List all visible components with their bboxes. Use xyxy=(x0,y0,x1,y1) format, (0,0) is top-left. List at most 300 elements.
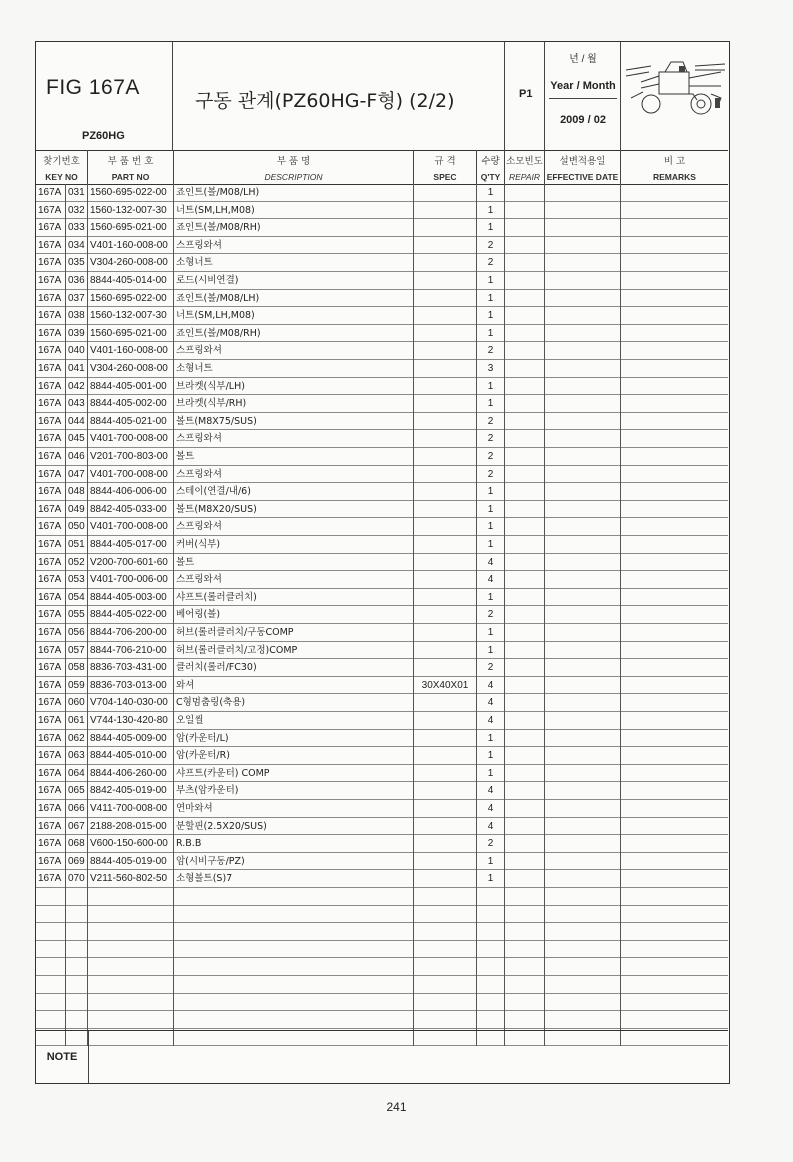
empty-table-row xyxy=(36,941,728,959)
cell-repair xyxy=(505,976,545,994)
cell-key-no: 066 xyxy=(66,800,88,818)
cell-key-no: 055 xyxy=(66,606,88,624)
cell-description: 스프링와셔 xyxy=(174,571,414,589)
cell-remarks xyxy=(621,958,728,976)
cell-repair xyxy=(505,747,545,765)
cell-repair xyxy=(505,958,545,976)
cell-qty xyxy=(477,888,505,906)
cell-qty: 1 xyxy=(477,272,505,290)
cell-spec xyxy=(414,554,477,572)
cell-repair xyxy=(505,483,545,501)
table-row xyxy=(36,765,728,783)
cell-part-no xyxy=(88,906,174,924)
cell-repair xyxy=(505,430,545,448)
table-row xyxy=(36,325,728,343)
table-row xyxy=(36,677,728,695)
table-row xyxy=(36,202,728,220)
cell-description: 스프링와셔 xyxy=(174,466,414,484)
cell-effective-date xyxy=(545,360,621,378)
col-qty: 수량 Q'TY xyxy=(477,150,505,184)
cell-repair xyxy=(505,694,545,712)
cell-remarks xyxy=(621,413,728,431)
sheet-header xyxy=(36,42,728,151)
page-code: P1 xyxy=(519,88,533,100)
cell-effective-date xyxy=(545,782,621,800)
cell-effective-date xyxy=(545,571,621,589)
table-row xyxy=(36,712,728,730)
table-row xyxy=(36,430,728,448)
col-remarks: 비 고 REMARKS xyxy=(653,156,696,182)
cell-fig-code: 167A xyxy=(36,254,66,272)
cell-fig-code xyxy=(36,906,66,924)
cell-description xyxy=(174,906,414,924)
cell-remarks xyxy=(621,342,728,360)
cell-key-no: 046 xyxy=(66,448,88,466)
cell-remarks xyxy=(621,800,728,818)
cell-description: 너트(SM,LH,M08) xyxy=(174,307,414,325)
cell-fig-code: 167A xyxy=(36,360,66,378)
cell-remarks xyxy=(621,694,728,712)
cell-qty: 2 xyxy=(477,254,505,272)
cell-fig-code: 167A xyxy=(36,554,66,572)
table-row xyxy=(36,659,728,677)
cell-effective-date xyxy=(545,430,621,448)
cell-effective-date xyxy=(545,730,621,748)
cell-spec xyxy=(414,378,477,396)
cell-spec xyxy=(414,730,477,748)
cell-repair xyxy=(505,518,545,536)
cell-key-no: 032 xyxy=(66,202,88,220)
cell-fig-code: 167A xyxy=(36,870,66,888)
cell-repair xyxy=(505,254,545,272)
cell-part-no: 1560-695-021-00 xyxy=(88,219,174,237)
cell-key-no: 062 xyxy=(66,730,88,748)
cell-spec xyxy=(414,448,477,466)
cell-qty: 1 xyxy=(477,483,505,501)
cell-part-no: 8844-706-210-00 xyxy=(88,642,174,660)
col-part-no: 부 품 번 호 PART NO xyxy=(88,150,174,184)
cell-part-no: V600-150-600-00 xyxy=(88,835,174,853)
cell-spec xyxy=(414,888,477,906)
empty-table-row xyxy=(36,923,728,941)
divider xyxy=(549,98,617,99)
cell-repair xyxy=(505,202,545,220)
cell-part-no: 8844-405-017-00 xyxy=(88,536,174,554)
table-row xyxy=(36,237,728,255)
cell-description: 오일씰 xyxy=(174,712,414,730)
cell-part-no: V200-700-601-60 xyxy=(88,554,174,572)
cell-key-no: 039 xyxy=(66,325,88,343)
cell-key-no: 061 xyxy=(66,712,88,730)
cell-fig-code: 167A xyxy=(36,202,66,220)
cell-key-no: 070 xyxy=(66,870,88,888)
cell-qty: 4 xyxy=(477,694,505,712)
cell-key-no: 036 xyxy=(66,272,88,290)
cell-spec xyxy=(414,906,477,924)
parts-sheet xyxy=(35,41,730,1084)
cell-remarks xyxy=(621,483,728,501)
cell-effective-date xyxy=(545,994,621,1012)
cell-description: R.B.B xyxy=(174,835,414,853)
cell-part-no: V401-700-006-00 xyxy=(88,571,174,589)
cell-effective-date xyxy=(545,272,621,290)
cell-effective-date xyxy=(545,554,621,572)
cell-description: 죠인트(볼/M08/LH) xyxy=(174,184,414,202)
cell-repair xyxy=(505,765,545,783)
cell-fig-code: 167A xyxy=(36,325,66,343)
col-key-no: 찾기번호 KEY NO xyxy=(36,150,88,184)
cell-remarks xyxy=(621,536,728,554)
cell-repair xyxy=(505,325,545,343)
table-row xyxy=(36,730,728,748)
cell-qty: 1 xyxy=(477,536,505,554)
cell-repair xyxy=(505,342,545,360)
cell-spec xyxy=(414,413,477,431)
cell-description: 암(시비구동/PZ) xyxy=(174,853,414,871)
cell-spec xyxy=(414,219,477,237)
cell-repair xyxy=(505,360,545,378)
cell-qty: 1 xyxy=(477,202,505,220)
cell-qty: 1 xyxy=(477,853,505,871)
table-row xyxy=(36,642,728,660)
cell-fig-code: 167A xyxy=(36,589,66,607)
cell-part-no xyxy=(88,923,174,941)
cell-qty: 2 xyxy=(477,448,505,466)
cell-spec xyxy=(414,765,477,783)
cell-part-no: V304-260-008-00 xyxy=(88,254,174,272)
cell-part-no xyxy=(88,941,174,959)
page-title: 구동 관계(PZ60HG-F형) (2/2) xyxy=(195,90,455,112)
cell-part-no: 8844-405-002-00 xyxy=(88,395,174,413)
cell-remarks xyxy=(621,730,728,748)
cell-fig-code: 167A xyxy=(36,853,66,871)
cell-qty: 1 xyxy=(477,184,505,202)
cell-repair xyxy=(505,554,545,572)
cell-qty: 1 xyxy=(477,518,505,536)
cell-part-no: 8844-405-001-00 xyxy=(88,378,174,396)
cell-fig-code xyxy=(36,958,66,976)
cell-fig-code: 167A xyxy=(36,642,66,660)
cell-remarks xyxy=(621,571,728,589)
cell-spec xyxy=(414,290,477,308)
cell-repair xyxy=(505,642,545,660)
cell-key-no: 045 xyxy=(66,430,88,448)
cell-effective-date xyxy=(545,659,621,677)
cell-key-no: 054 xyxy=(66,589,88,607)
rice-transplanter-illustration xyxy=(621,42,728,150)
cell-remarks xyxy=(621,237,728,255)
cell-fig-code: 167A xyxy=(36,606,66,624)
cell-repair xyxy=(505,606,545,624)
cell-qty: 3 xyxy=(477,360,505,378)
cell-repair xyxy=(505,448,545,466)
cell-description: 소형너트 xyxy=(174,254,414,272)
table-row xyxy=(36,782,728,800)
cell-key-no: 049 xyxy=(66,501,88,519)
cell-effective-date xyxy=(545,694,621,712)
cell-spec: 30X40X01 xyxy=(414,677,477,695)
cell-qty: 1 xyxy=(477,501,505,519)
cell-remarks xyxy=(621,219,728,237)
cell-fig-code: 167A xyxy=(36,466,66,484)
cell-repair xyxy=(505,536,545,554)
cell-remarks xyxy=(621,360,728,378)
cell-fig-code: 167A xyxy=(36,800,66,818)
table-row xyxy=(36,694,728,712)
cell-spec xyxy=(414,254,477,272)
cell-effective-date xyxy=(545,325,621,343)
table-row xyxy=(36,747,728,765)
cell-part-no: V744-130-420-80 xyxy=(88,712,174,730)
cell-key-no: 037 xyxy=(66,290,88,308)
cell-remarks xyxy=(621,624,728,642)
cell-qty: 2 xyxy=(477,659,505,677)
empty-table-row xyxy=(36,994,728,1012)
cell-spec xyxy=(414,923,477,941)
empty-table-row xyxy=(36,976,728,994)
cell-description xyxy=(174,976,414,994)
cell-repair xyxy=(505,466,545,484)
note-label: NOTE xyxy=(36,1031,89,1083)
empty-table-row xyxy=(36,906,728,924)
cell-key-no xyxy=(66,923,88,941)
cell-spec xyxy=(414,1011,477,1029)
cell-fig-code: 167A xyxy=(36,747,66,765)
cell-effective-date xyxy=(545,483,621,501)
empty-table-row xyxy=(36,1011,728,1029)
cell-qty: 4 xyxy=(477,818,505,836)
year-month-eng: Year / Month xyxy=(550,80,616,92)
table-row xyxy=(36,395,728,413)
fig-number: FIG 167A xyxy=(46,76,140,99)
cell-key-no: 050 xyxy=(66,518,88,536)
cell-key-no: 043 xyxy=(66,395,88,413)
cell-key-no: 058 xyxy=(66,659,88,677)
cell-description: 스테이(연결/내/6) xyxy=(174,483,414,501)
cell-key-no: 042 xyxy=(66,378,88,396)
table-row xyxy=(36,818,728,836)
cell-repair xyxy=(505,835,545,853)
cell-remarks xyxy=(621,888,728,906)
table-row xyxy=(36,483,728,501)
cell-fig-code: 167A xyxy=(36,712,66,730)
cell-remarks xyxy=(621,994,728,1012)
cell-fig-code: 167A xyxy=(36,184,66,202)
cell-part-no: 8836-703-013-00 xyxy=(88,677,174,695)
cell-repair xyxy=(505,378,545,396)
cell-description: 분할핀(2.5X20/SUS) xyxy=(174,818,414,836)
cell-description: 소형볼트(S)7 xyxy=(174,870,414,888)
cell-fig-code: 167A xyxy=(36,624,66,642)
cell-qty: 4 xyxy=(477,677,505,695)
table-row xyxy=(36,606,728,624)
cell-effective-date xyxy=(545,395,621,413)
cell-repair xyxy=(505,730,545,748)
cell-spec xyxy=(414,589,477,607)
cell-effective-date xyxy=(545,624,621,642)
cell-remarks xyxy=(621,853,728,871)
cell-qty xyxy=(477,906,505,924)
page-code-cell xyxy=(505,42,545,150)
cell-qty xyxy=(477,994,505,1012)
cell-description: 너트(SM,LH,M08) xyxy=(174,202,414,220)
cell-description xyxy=(174,923,414,941)
cell-remarks xyxy=(621,254,728,272)
cell-remarks xyxy=(621,430,728,448)
cell-key-no: 064 xyxy=(66,765,88,783)
cell-spec xyxy=(414,642,477,660)
cell-qty: 1 xyxy=(477,870,505,888)
cell-fig-code: 167A xyxy=(36,413,66,431)
cell-description xyxy=(174,958,414,976)
table-row xyxy=(36,589,728,607)
cell-qty: 1 xyxy=(477,730,505,748)
cell-qty: 4 xyxy=(477,782,505,800)
cell-key-no xyxy=(66,941,88,959)
cell-effective-date xyxy=(545,853,621,871)
cell-key-no: 067 xyxy=(66,818,88,836)
cell-description: 허브(롤러클러치/고정)COMP xyxy=(174,642,414,660)
cell-qty: 1 xyxy=(477,747,505,765)
cell-part-no: 2188-208-015-00 xyxy=(88,818,174,836)
cell-spec xyxy=(414,342,477,360)
cell-fig-code: 167A xyxy=(36,571,66,589)
cell-description: 커버(식부) xyxy=(174,536,414,554)
table-row xyxy=(36,835,728,853)
table-row xyxy=(36,448,728,466)
cell-repair xyxy=(505,923,545,941)
cell-spec xyxy=(414,307,477,325)
cell-description: 볼트 xyxy=(174,448,414,466)
cell-repair xyxy=(505,272,545,290)
cell-part-no: V401-160-008-00 xyxy=(88,342,174,360)
table-row xyxy=(36,360,728,378)
table-row xyxy=(36,378,728,396)
cell-remarks xyxy=(621,501,728,519)
cell-qty: 1 xyxy=(477,395,505,413)
cell-qty: 1 xyxy=(477,765,505,783)
cell-effective-date xyxy=(545,501,621,519)
table-row xyxy=(36,219,728,237)
cell-spec xyxy=(414,624,477,642)
cell-part-no xyxy=(88,1011,174,1029)
table-row xyxy=(36,184,728,202)
cell-effective-date xyxy=(545,941,621,959)
cell-remarks xyxy=(621,325,728,343)
year-month-cell xyxy=(545,42,621,150)
cell-part-no: 8844-406-006-00 xyxy=(88,483,174,501)
cell-repair xyxy=(505,888,545,906)
cell-effective-date xyxy=(545,466,621,484)
cell-repair xyxy=(505,1011,545,1029)
model-name: PZ60HG xyxy=(82,130,125,142)
cell-part-no: 1560-695-022-00 xyxy=(88,184,174,202)
cell-remarks xyxy=(621,835,728,853)
cell-spec xyxy=(414,606,477,624)
col-description: 부 품 명 DESCRIPTION xyxy=(174,150,414,184)
cell-key-no: 044 xyxy=(66,413,88,431)
cell-spec xyxy=(414,958,477,976)
cell-remarks xyxy=(621,554,728,572)
cell-repair xyxy=(505,994,545,1012)
cell-key-no: 069 xyxy=(66,853,88,871)
cell-key-no: 041 xyxy=(66,360,88,378)
cell-repair xyxy=(505,941,545,959)
cell-spec xyxy=(414,747,477,765)
cell-qty: 2 xyxy=(477,342,505,360)
cell-description: 샤프트(카운터) COMP xyxy=(174,765,414,783)
cell-qty: 4 xyxy=(477,571,505,589)
cell-repair xyxy=(505,818,545,836)
cell-fig-code: 167A xyxy=(36,307,66,325)
cell-description: 브라켓(식부/LH) xyxy=(174,378,414,396)
cell-spec xyxy=(414,782,477,800)
table-row xyxy=(36,307,728,325)
table-row xyxy=(36,501,728,519)
cell-key-no: 038 xyxy=(66,307,88,325)
cell-description: 죠인트(볼/M08/RH) xyxy=(174,219,414,237)
cell-part-no: V411-700-008-00 xyxy=(88,800,174,818)
cell-key-no: 060 xyxy=(66,694,88,712)
cell-effective-date xyxy=(545,184,621,202)
cell-spec xyxy=(414,835,477,853)
cell-remarks xyxy=(621,466,728,484)
cell-description: 스프링와셔 xyxy=(174,518,414,536)
table-row xyxy=(36,624,728,642)
cell-repair xyxy=(505,395,545,413)
cell-repair xyxy=(505,219,545,237)
cell-key-no xyxy=(66,958,88,976)
cell-remarks xyxy=(621,202,728,220)
cell-key-no xyxy=(66,994,88,1012)
cell-remarks xyxy=(621,747,728,765)
cell-part-no: V401-160-008-00 xyxy=(88,237,174,255)
cell-description: 샤프트(롤러클러치) xyxy=(174,589,414,607)
title-cell xyxy=(173,42,505,150)
cell-spec xyxy=(414,501,477,519)
cell-effective-date xyxy=(545,958,621,976)
table-row xyxy=(36,571,728,589)
cell-fig-code: 167A xyxy=(36,290,66,308)
cell-description xyxy=(174,888,414,906)
cell-fig-code: 167A xyxy=(36,395,66,413)
cell-remarks xyxy=(621,272,728,290)
cell-key-no: 068 xyxy=(66,835,88,853)
cell-remarks xyxy=(621,659,728,677)
cell-repair xyxy=(505,413,545,431)
cell-key-no xyxy=(66,976,88,994)
cell-description: 볼트 xyxy=(174,554,414,572)
cell-fig-code: 167A xyxy=(36,272,66,290)
cell-part-no: 1560-132-007-30 xyxy=(88,307,174,325)
cell-effective-date xyxy=(545,888,621,906)
cell-repair xyxy=(505,800,545,818)
cell-qty xyxy=(477,923,505,941)
cell-qty: 2 xyxy=(477,237,505,255)
col-repair: 소모빈도 REPAIR xyxy=(505,150,545,184)
cell-effective-date xyxy=(545,835,621,853)
cell-effective-date xyxy=(545,906,621,924)
cell-fig-code: 167A xyxy=(36,782,66,800)
cell-spec xyxy=(414,870,477,888)
cell-fig-code: 167A xyxy=(36,694,66,712)
cell-fig-code xyxy=(36,941,66,959)
cell-fig-code: 167A xyxy=(36,730,66,748)
cell-remarks xyxy=(621,765,728,783)
cell-description: 클러치(롤러/FC30) xyxy=(174,659,414,677)
cell-effective-date xyxy=(545,518,621,536)
cell-effective-date xyxy=(545,923,621,941)
